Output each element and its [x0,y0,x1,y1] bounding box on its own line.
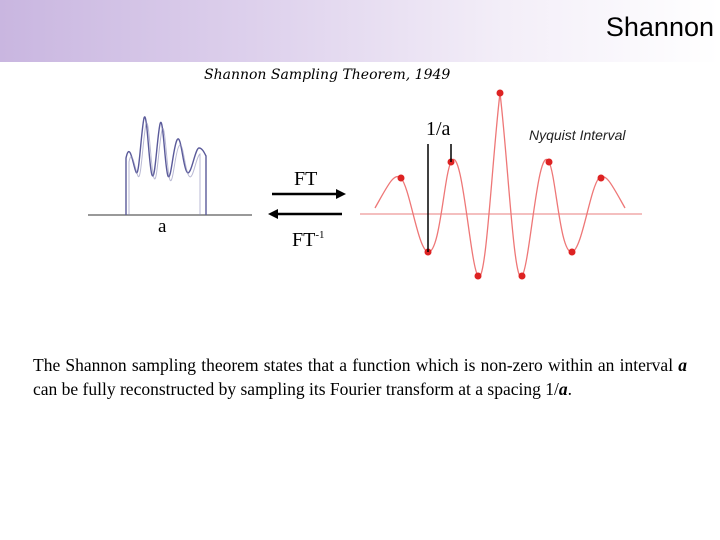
sample-point [398,175,405,182]
label-ft: FT [294,168,318,190]
ft-arrowhead [336,189,346,199]
description-variable-a: a [678,355,687,375]
description-text: can be fully reconstructed by sampling its Fourier transform at a spacing 1/ [33,379,559,399]
theorem-description [33,353,687,401]
sinc-curve [375,93,625,277]
label-sampling-spacing: 1/a [426,118,451,140]
label-ft-inverse [292,229,325,252]
signal-waveform-ghost [129,123,200,215]
sample-point [569,249,576,256]
sample-point [598,175,605,182]
label-nyquist-interval: Nyquist Interval [529,127,626,143]
ft-inverse-arrowhead [268,209,278,219]
description-variable-a: a [558,379,568,399]
label-ft-inverse-base: FT [292,229,316,251]
sample-point [546,159,553,166]
label-interval-a: a [158,216,167,237]
description-text: The Shannon sampling theorem states that a function which is non-zero within an interval [33,355,679,375]
sample-point [475,273,482,280]
slide-subtitle: Shannon Sampling Theorem, 1949 [204,67,451,83]
description-text: . [567,379,572,399]
slide-header-title: Shannon [605,12,714,42]
label-ft-inverse-sup: -1 [315,229,325,241]
sample-point [497,90,504,97]
signal-waveform [126,117,206,215]
sample-point [519,273,526,280]
